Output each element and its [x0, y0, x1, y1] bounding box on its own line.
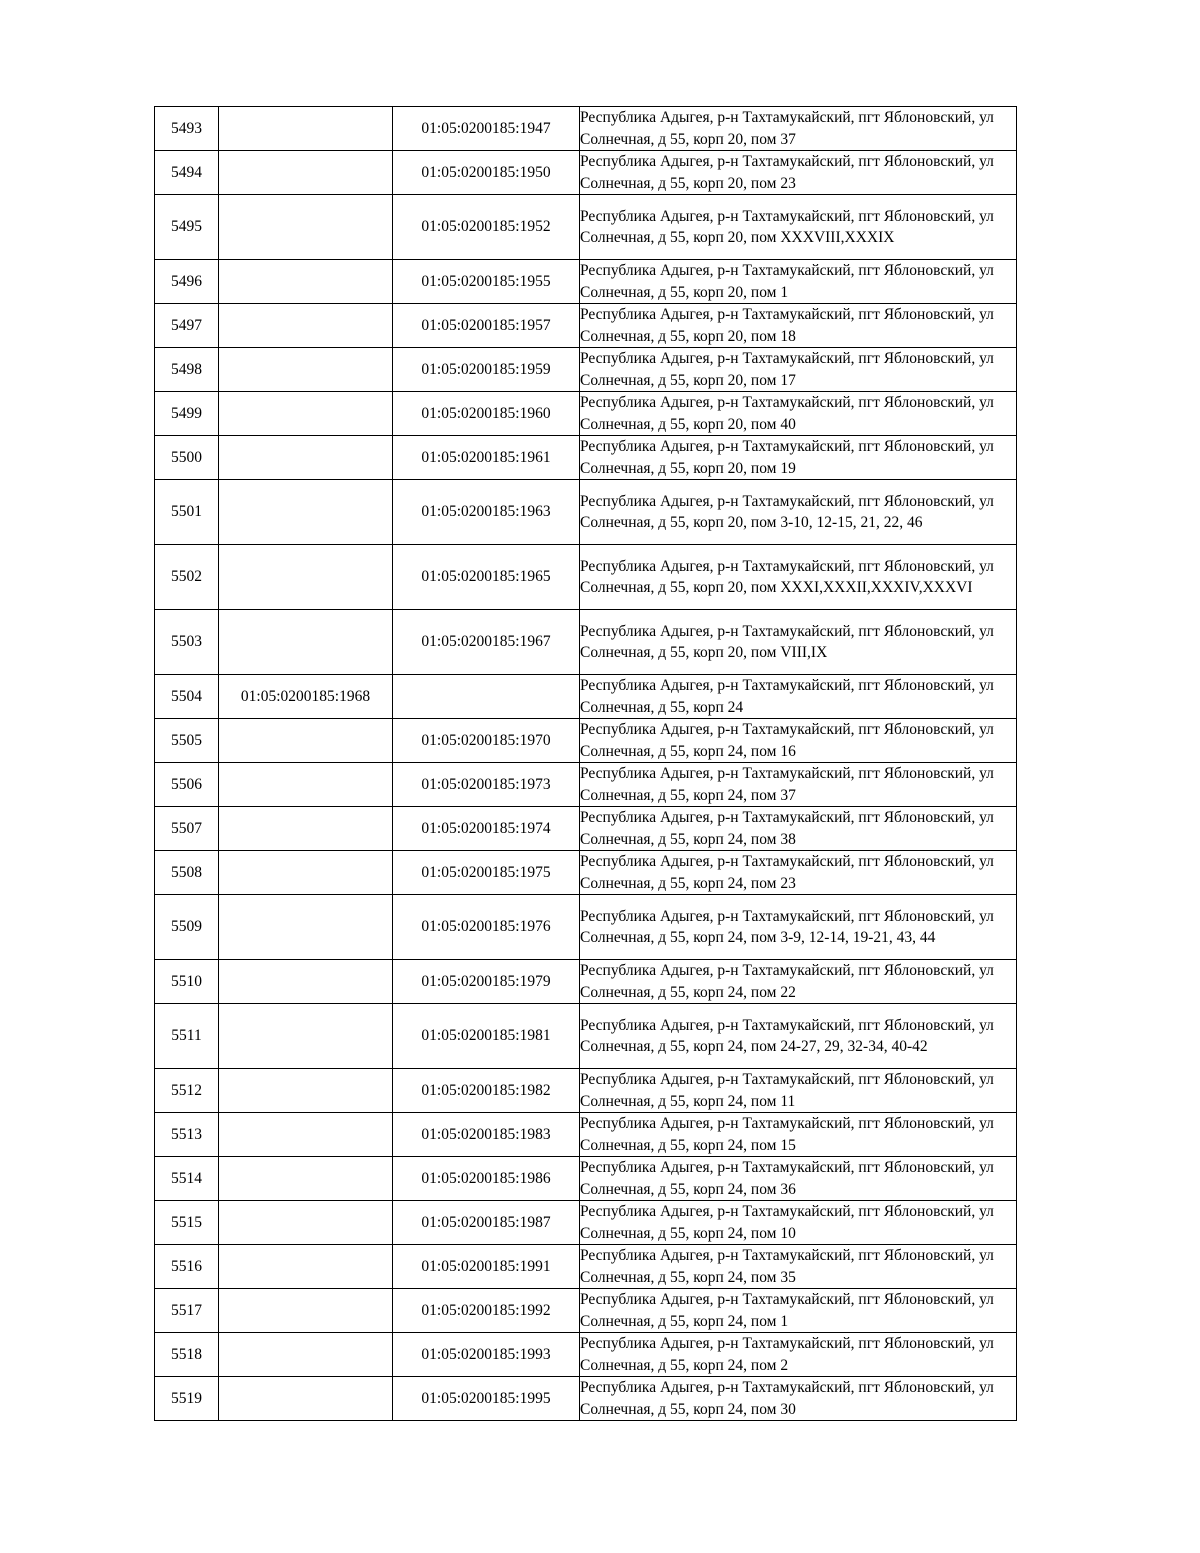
building-cadastral-number-cell: [219, 260, 393, 304]
building-cadastral-number-cell: [219, 763, 393, 807]
address-cell: Республика Адыгея, р-н Тахтамукайский, пгт Яблоновский, ул Солнечная, д 55, корп 24, пом 15: [580, 1113, 1017, 1157]
building-cadastral-number-cell: [219, 719, 393, 763]
table-row: [155, 719, 1017, 763]
building-cadastral-number-cell: [219, 392, 393, 436]
table-row: [155, 1333, 1017, 1377]
room-cadastral-number-cell: 01:05:0200185:1986: [393, 1157, 580, 1201]
table-row: [155, 610, 1017, 675]
address-cell: Республика Адыгея, р-н Тахтамукайский, пгт Яблоновский, ул Солнечная, д 55, корп 24, пом 38: [580, 807, 1017, 851]
building-cadastral-number-cell: [219, 195, 393, 260]
address-cell: Республика Адыгея, р-н Тахтамукайский, пгт Яблоновский, ул Солнечная, д 55, корп 20, пом 37: [580, 107, 1017, 151]
room-cadastral-number-cell: 01:05:0200185:1957: [393, 304, 580, 348]
row-number-cell: 5509: [155, 895, 219, 960]
room-cadastral-number-cell: 01:05:0200185:1961: [393, 436, 580, 480]
room-cadastral-number-cell: 01:05:0200185:1993: [393, 1333, 580, 1377]
row-number-cell: 5519: [155, 1377, 219, 1421]
registry-table-body: [155, 107, 1017, 1421]
address-cell: Республика Адыгея, р-н Тахтамукайский, пгт Яблоновский, ул Солнечная, д 55, корп 20, пом 18: [580, 304, 1017, 348]
row-number-cell: 5497: [155, 304, 219, 348]
room-cadastral-number-cell: 01:05:0200185:1987: [393, 1201, 580, 1245]
room-cadastral-number-cell: 01:05:0200185:1955: [393, 260, 580, 304]
row-number-cell: 5516: [155, 1245, 219, 1289]
table-row: [155, 151, 1017, 195]
row-number-cell: 5508: [155, 851, 219, 895]
table-row: [155, 348, 1017, 392]
row-number-cell: 5502: [155, 545, 219, 610]
room-cadastral-number-cell: 01:05:0200185:1963: [393, 480, 580, 545]
building-cadastral-number-cell: [219, 348, 393, 392]
row-number-cell: 5501: [155, 480, 219, 545]
row-number-cell: 5507: [155, 807, 219, 851]
row-number-cell: 5504: [155, 675, 219, 719]
table-row: [155, 1245, 1017, 1289]
row-number-cell: 5500: [155, 436, 219, 480]
address-cell: Республика Адыгея, р-н Тахтамукайский, пгт Яблоновский, ул Солнечная, д 55, корп 20, пом 23: [580, 151, 1017, 195]
building-cadastral-number-cell: [219, 107, 393, 151]
building-cadastral-number-cell: [219, 1289, 393, 1333]
address-cell: Республика Адыгея, р-н Тахтамукайский, пгт Яблоновский, ул Солнечная, д 55, корп 20, пом 1: [580, 260, 1017, 304]
table-row: [155, 480, 1017, 545]
row-number-cell: 5503: [155, 610, 219, 675]
room-cadastral-number-cell: 01:05:0200185:1975: [393, 851, 580, 895]
address-cell: Республика Адыгея, р-н Тахтамукайский, пгт Яблоновский, ул Солнечная, д 55, корп 24, пом 10: [580, 1201, 1017, 1245]
table-row: [155, 195, 1017, 260]
building-cadastral-number-cell: [219, 480, 393, 545]
room-cadastral-number-cell: 01:05:0200185:1967: [393, 610, 580, 675]
row-number-cell: 5510: [155, 960, 219, 1004]
table-row: [155, 807, 1017, 851]
room-cadastral-number-cell: 01:05:0200185:1979: [393, 960, 580, 1004]
address-cell: Республика Адыгея, р-н Тахтамукайский, пгт Яблоновский, ул Солнечная, д 55, корп 24, пом 35: [580, 1245, 1017, 1289]
address-cell: Республика Адыгея, р-н Тахтамукайский, пгт Яблоновский, ул Солнечная, д 55, корп 20, пом 40: [580, 392, 1017, 436]
building-cadastral-number-cell: [219, 1201, 393, 1245]
address-cell: Республика Адыгея, р-н Тахтамукайский, пгт Яблоновский, ул Солнечная, д 55, корп 24, пом 23: [580, 851, 1017, 895]
address-cell: Республика Адыгея, р-н Тахтамукайский, пгт Яблоновский, ул Солнечная, д 55, корп 20, пом 17: [580, 348, 1017, 392]
room-cadastral-number-cell: 01:05:0200185:1960: [393, 392, 580, 436]
address-cell: Республика Адыгея, р-н Тахтамукайский, пгт Яблоновский, ул Солнечная, д 55, корп 24: [580, 675, 1017, 719]
address-cell: Республика Адыгея, р-н Тахтамукайский, пгт Яблоновский, ул Солнечная, д 55, корп 20, пом 19: [580, 436, 1017, 480]
building-cadastral-number-cell: [219, 1333, 393, 1377]
room-cadastral-number-cell: 01:05:0200185:1973: [393, 763, 580, 807]
row-number-cell: 5499: [155, 392, 219, 436]
table-row: [155, 1377, 1017, 1421]
room-cadastral-number-cell: 01:05:0200185:1991: [393, 1245, 580, 1289]
address-cell: Республика Адыгея, р-н Тахтамукайский, пгт Яблоновский, ул Солнечная, д 55, корп 24, пом 24-27, 29, 32-34, 40-42: [580, 1004, 1017, 1069]
building-cadastral-number-cell: [219, 1157, 393, 1201]
building-cadastral-number-cell: [219, 960, 393, 1004]
row-number-cell: 5495: [155, 195, 219, 260]
building-cadastral-number-cell: [219, 610, 393, 675]
address-cell: Республика Адыгея, р-н Тахтамукайский, пгт Яблоновский, ул Солнечная, д 55, корп 24, пом 2: [580, 1333, 1017, 1377]
table-row: [155, 1069, 1017, 1113]
building-cadastral-number-cell: 01:05:0200185:1968: [219, 675, 393, 719]
address-cell: Республика Адыгея, р-н Тахтамукайский, пгт Яблоновский, ул Солнечная, д 55, корп 24, пом 22: [580, 960, 1017, 1004]
row-number-cell: 5493: [155, 107, 219, 151]
table-row: [155, 895, 1017, 960]
building-cadastral-number-cell: [219, 1377, 393, 1421]
address-cell: Республика Адыгея, р-н Тахтамукайский, пгт Яблоновский, ул Солнечная, д 55, корп 20, пом VIII,IX: [580, 610, 1017, 675]
room-cadastral-number-cell: 01:05:0200185:1970: [393, 719, 580, 763]
address-cell: Республика Адыгея, р-н Тахтамукайский, пгт Яблоновский, ул Солнечная, д 55, корп 24, пом 16: [580, 719, 1017, 763]
building-cadastral-number-cell: [219, 1245, 393, 1289]
room-cadastral-number-cell: 01:05:0200185:1952: [393, 195, 580, 260]
address-cell: Республика Адыгея, р-н Тахтамукайский, пгт Яблоновский, ул Солнечная, д 55, корп 20, пом 3-10, 12-15, 21, 22, 46: [580, 480, 1017, 545]
building-cadastral-number-cell: [219, 1113, 393, 1157]
address-cell: Республика Адыгея, р-н Тахтамукайский, пгт Яблоновский, ул Солнечная, д 55, корп 24, пом 36: [580, 1157, 1017, 1201]
address-cell: Республика Адыгея, р-н Тахтамукайский, пгт Яблоновский, ул Солнечная, д 55, корп 24, пом 30: [580, 1377, 1017, 1421]
building-cadastral-number-cell: [219, 851, 393, 895]
table-row: [155, 107, 1017, 151]
address-cell: Республика Адыгея, р-н Тахтамукайский, пгт Яблоновский, ул Солнечная, д 55, корп 24, пом 37: [580, 763, 1017, 807]
row-number-cell: 5511: [155, 1004, 219, 1069]
row-number-cell: 5506: [155, 763, 219, 807]
document-page: [154, 106, 1016, 1421]
building-cadastral-number-cell: [219, 807, 393, 851]
address-cell: Республика Адыгея, р-н Тахтамукайский, пгт Яблоновский, ул Солнечная, д 55, корп 24, пом 1: [580, 1289, 1017, 1333]
building-cadastral-number-cell: [219, 545, 393, 610]
row-number-cell: 5517: [155, 1289, 219, 1333]
room-cadastral-number-cell: [393, 675, 580, 719]
building-cadastral-number-cell: [219, 436, 393, 480]
address-cell: Республика Адыгея, р-н Тахтамукайский, пгт Яблоновский, ул Солнечная, д 55, корп 24, пом 11: [580, 1069, 1017, 1113]
row-number-cell: 5505: [155, 719, 219, 763]
address-cell: Республика Адыгея, р-н Тахтамукайский, пгт Яблоновский, ул Солнечная, д 55, корп 20, пом XXXI,XXXII,XXXIV,XXXVI: [580, 545, 1017, 610]
table-row: [155, 436, 1017, 480]
table-row: [155, 1113, 1017, 1157]
room-cadastral-number-cell: 01:05:0200185:1982: [393, 1069, 580, 1113]
row-number-cell: 5512: [155, 1069, 219, 1113]
building-cadastral-number-cell: [219, 1069, 393, 1113]
room-cadastral-number-cell: 01:05:0200185:1983: [393, 1113, 580, 1157]
table-row: [155, 851, 1017, 895]
table-row: [155, 763, 1017, 807]
table-row: [155, 1289, 1017, 1333]
room-cadastral-number-cell: 01:05:0200185:1959: [393, 348, 580, 392]
registry-table: [154, 106, 1017, 1421]
row-number-cell: 5518: [155, 1333, 219, 1377]
table-row: [155, 960, 1017, 1004]
building-cadastral-number-cell: [219, 304, 393, 348]
table-row: [155, 545, 1017, 610]
row-number-cell: 5496: [155, 260, 219, 304]
building-cadastral-number-cell: [219, 895, 393, 960]
room-cadastral-number-cell: 01:05:0200185:1981: [393, 1004, 580, 1069]
room-cadastral-number-cell: 01:05:0200185:1965: [393, 545, 580, 610]
room-cadastral-number-cell: 01:05:0200185:1974: [393, 807, 580, 851]
row-number-cell: 5515: [155, 1201, 219, 1245]
building-cadastral-number-cell: [219, 1004, 393, 1069]
address-cell: Республика Адыгея, р-н Тахтамукайский, пгт Яблоновский, ул Солнечная, д 55, корп 20, пом XXXVIII,XXXIX: [580, 195, 1017, 260]
table-row: [155, 1004, 1017, 1069]
table-row: [155, 1201, 1017, 1245]
row-number-cell: 5498: [155, 348, 219, 392]
building-cadastral-number-cell: [219, 151, 393, 195]
row-number-cell: 5514: [155, 1157, 219, 1201]
table-row: [155, 304, 1017, 348]
room-cadastral-number-cell: 01:05:0200185:1950: [393, 151, 580, 195]
room-cadastral-number-cell: 01:05:0200185:1995: [393, 1377, 580, 1421]
table-row: [155, 392, 1017, 436]
row-number-cell: 5494: [155, 151, 219, 195]
table-row: [155, 675, 1017, 719]
room-cadastral-number-cell: 01:05:0200185:1992: [393, 1289, 580, 1333]
room-cadastral-number-cell: 01:05:0200185:1976: [393, 895, 580, 960]
row-number-cell: 5513: [155, 1113, 219, 1157]
address-cell: Республика Адыгея, р-н Тахтамукайский, пгт Яблоновский, ул Солнечная, д 55, корп 24, пом 3-9, 12-14, 19-21, 43, 44: [580, 895, 1017, 960]
table-row: [155, 260, 1017, 304]
table-row: [155, 1157, 1017, 1201]
room-cadastral-number-cell: 01:05:0200185:1947: [393, 107, 580, 151]
